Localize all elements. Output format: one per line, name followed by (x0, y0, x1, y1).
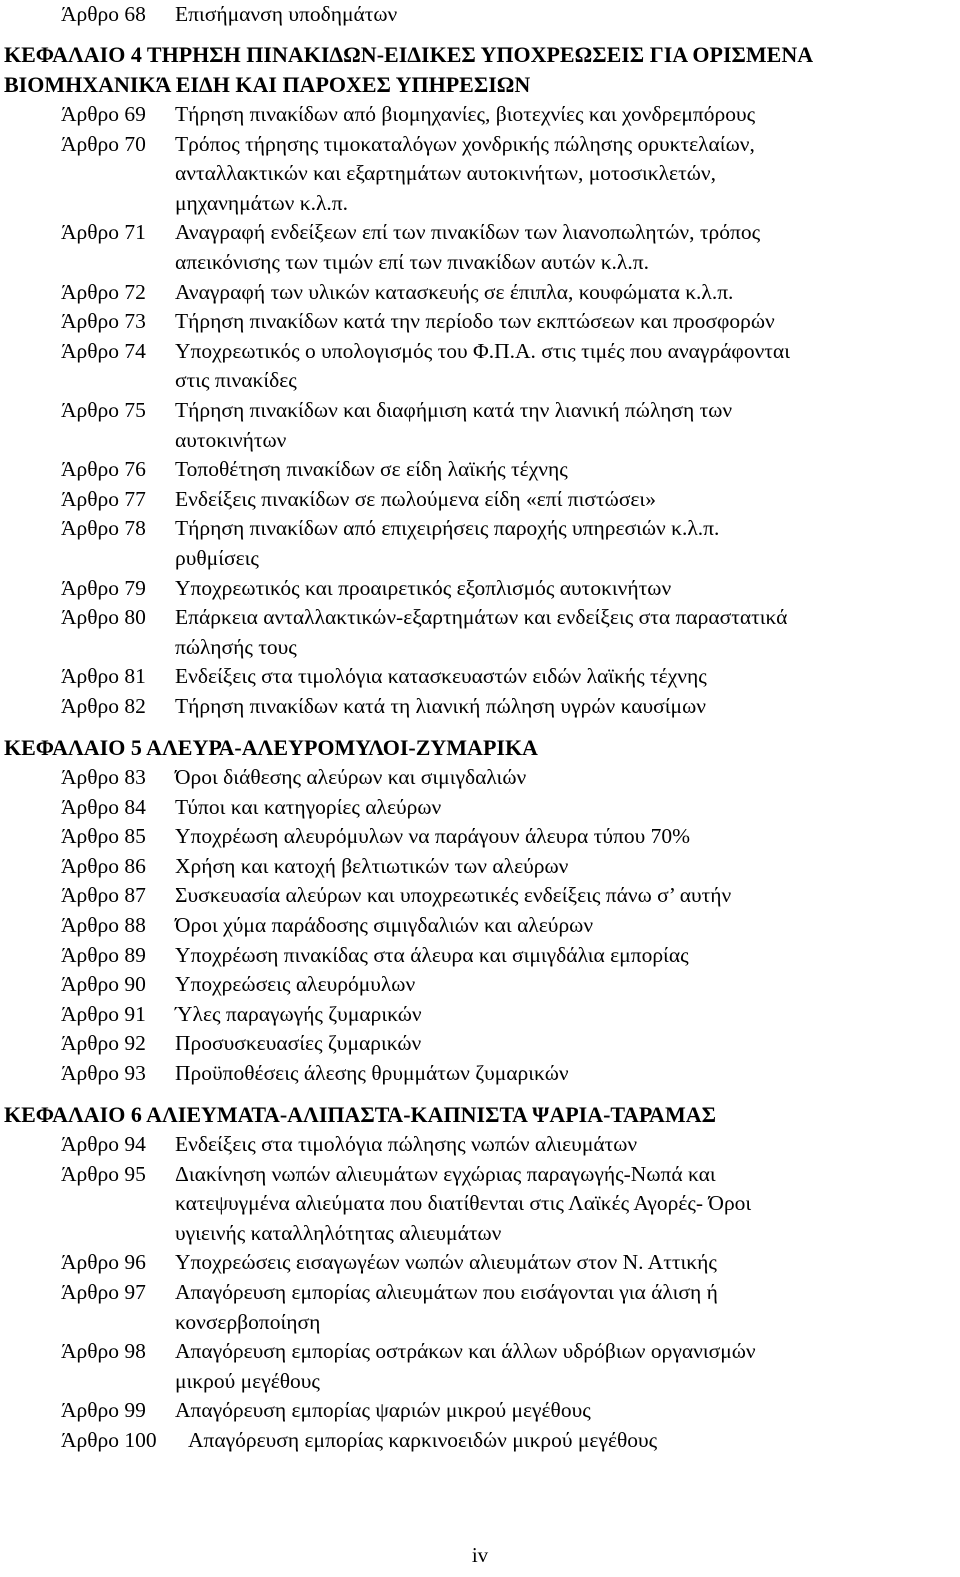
article-entry (0, 941, 960, 971)
article-label: Άρθρο 81 (61, 664, 146, 689)
article-entry (0, 100, 960, 130)
article-label: Άρθρο 73 (61, 309, 146, 334)
article-title-cont: κονσερβοποίηση (175, 1309, 321, 1334)
article-label: Άρθρο 83 (61, 765, 146, 789)
article-entry (0, 1160, 960, 1249)
article-title: Τήρηση πινακίδων από βιομηχανίες, βιοτεχνίες και χονδρεμπόρους (175, 102, 756, 126)
article-title: Διακίνηση νωπών αλιευμάτων εγχώριας παραγωγής-Νωπά και (175, 1161, 716, 1186)
article-entry (0, 881, 960, 911)
article-title: Υποχρεώσεις αλευρόμυλων (175, 972, 416, 997)
article-title: Τήρηση πινακίδων και διαφήμιση κατά την λιανική πώληση των (175, 397, 733, 422)
article-entry (0, 822, 960, 852)
article-title: Τήρηση πινακίδων κατά την περίοδο των εκπτώσεων και προσφορών (175, 309, 775, 334)
article-list (0, 100, 960, 721)
article-entry (0, 130, 960, 219)
article-title: Απαγόρευση εμπορίας οστράκων και άλλων υδρόβιων οργανισμών (175, 1339, 756, 1364)
article-label: Άρθρο 89 (61, 942, 146, 967)
article-entry (0, 307, 960, 337)
chapter-5 (0, 733, 960, 1089)
article-label: Άρθρο 80 (61, 605, 146, 630)
article-title: Τοποθέτηση πινακίδων σε είδη λαϊκής τέχνης (175, 457, 568, 482)
article-title: Ενδείξεις στα τιμολόγια κατασκευαστών ειδών λαϊκής τέχνης (175, 664, 707, 689)
article-title: Συσκευασία αλεύρων και υποχρεωτικές ενδείξεις πάνω σ’ αυτήν (175, 883, 732, 908)
article-label: Άρθρο 79 (61, 575, 146, 600)
article-title: Αναγραφή των υλικών κατασκευής σε έπιπλα, κουφώματα κ.λ.π. (175, 279, 734, 304)
article-entry (0, 455, 960, 485)
article-entry (0, 396, 960, 455)
article-entry (0, 1000, 960, 1030)
article-label: Άρθρο 95 (61, 1161, 146, 1186)
article-title: Τρόπος τήρησης τιμοκαταλόγων χονδρικής πώλησης ορυκτελαίων, (175, 131, 755, 156)
article-entry (0, 603, 960, 662)
article-label: Άρθρο 70 (61, 131, 146, 156)
article-entry (0, 337, 960, 396)
chapter-heading: ΚΕΦΑΛΑΙΟ 6 ΑΛΙΕΥΜΑΤΑ-ΑΛΙΠΑΣΤΑ-ΚΑΠΝΙΣΤΑ ΨΑΡΙΑ-ΤΑΡΑΜΑΣ (4, 1102, 716, 1127)
article-label: Άρθρο 84 (61, 794, 146, 819)
article-title: Απαγόρευση εμπορίας ψαριών μικρού μεγέθους (175, 1398, 591, 1423)
page-number: iv (471, 1543, 489, 1567)
article-title: Τύποι και κατηγορίες αλεύρων (175, 794, 442, 819)
article-title: Τήρηση πινακίδων κατά τη λιανική πώληση υγρών καυσίμων (175, 693, 706, 718)
article-title-cont: ρυθμίσεις (175, 545, 259, 570)
article-label: Άρθρο 100 (61, 1427, 157, 1452)
article-entry (0, 1337, 960, 1396)
article-entry (0, 1426, 960, 1456)
article-entry (0, 1130, 960, 1160)
article-title: Απαγόρευση εμπορίας αλιευμάτων που εισάγονται για άλιση ή (175, 1279, 718, 1304)
article-entry (0, 1396, 960, 1426)
article-label: Άρθρο 90 (61, 972, 146, 997)
article-label: Άρθρο 68 (61, 2, 146, 26)
article-list (0, 763, 960, 1089)
article-entry (0, 1248, 960, 1278)
article-label: Άρθρο 92 (61, 1031, 146, 1056)
article-label: Άρθρο 94 (61, 1132, 146, 1156)
article-title: Υποχρεωτικός ο υπολογισμός του Φ.Π.Α. στις τιμές που αναγράφονται (175, 338, 790, 363)
chapter-6 (0, 1100, 960, 1456)
article-label: Άρθρο 87 (61, 883, 146, 908)
article-label: Άρθρο 93 (61, 1060, 146, 1085)
article-title: Όροι διάθεσης αλεύρων και σιμιγδαλιών (175, 765, 527, 789)
article-entry (0, 1029, 960, 1059)
article-title-cont: απεικόνισης των τιμών επί των πινακίδων αυτών κ.λ.π. (175, 249, 649, 274)
chapter-heading: ΚΕΦΑΛΑΙΟ 4 ΤΗΡΗΣΗ ΠΙΝΑΚΙΔΩΝ-ΕΙΔΙΚΕΣ ΥΠΟΧΡΕΩΣΕΙΣ ΓΙΑ ΟΡΙΣΜΕΝΑ (4, 42, 814, 67)
article-list (0, 1130, 960, 1456)
article-title: Υποχρεωτικός και προαιρετικός εξοπλισμός αυτοκινήτων (175, 575, 672, 600)
article-entry (0, 852, 960, 882)
article-label: Άρθρο 97 (61, 1279, 146, 1304)
article-label: Άρθρο 69 (61, 102, 146, 126)
article-label: Άρθρο 74 (61, 338, 146, 363)
article-label: Άρθρο 85 (61, 824, 146, 849)
article-title: Υποχρέωση αλευρόμυλων να παράγουν άλευρα τύπου 70% (175, 824, 690, 849)
article-label: Άρθρο 96 (61, 1250, 146, 1275)
article-label: Άρθρο 76 (61, 457, 146, 482)
article-title: Τήρηση πινακίδων από επιχειρήσεις παροχής υπηρεσιών κ.λ.π. (175, 516, 720, 541)
article-entry (0, 514, 960, 573)
article-title: Προϋποθέσεις άλεσης θρυμμάτων ζυμαρικών (175, 1060, 569, 1085)
article-title-cont: στις πινακίδες (175, 368, 297, 393)
article-title: Επισήμανση υποδημάτων (175, 2, 398, 26)
article-label: Άρθρο 71 (61, 220, 146, 245)
article-entry (0, 1059, 960, 1089)
article-entry (0, 278, 960, 308)
article-entry (0, 0, 960, 30)
article-title: Ενδείξεις πινακίδων σε πωλούμενα είδη «επί πιστώσει» (175, 486, 656, 511)
chapter-heading-cont: ΒΙΟΜΗΧΑΝΙΚΆ ΕΙΔΗ ΚΑΙ ΠΑΡΟΧΕΣ ΥΠΗΡΕΣΙΩΝ (4, 72, 531, 97)
article-label: Άρθρο 99 (61, 1398, 146, 1423)
chapter-4 (0, 40, 960, 721)
article-title: Προσυσκευασίες ζυμαρικών (175, 1031, 422, 1056)
article-title-cont: υγιεινής καταλληλότητας αλιευμάτων (175, 1220, 502, 1245)
chapter-heading: ΚΕΦΑΛΑΙΟ 5 ΑΛΕΥΡΑ-ΑΛΕΥΡΟΜΥΛΟΙ-ΖΥΜΑΡΙΚΑ (4, 735, 538, 760)
article-title: Υποχρεώσεις εισαγωγέων νωπών αλιευμάτων στον Ν. Αττικής (175, 1250, 717, 1275)
article-entry (0, 1278, 960, 1337)
article-label: Άρθρο 77 (61, 486, 146, 511)
article-title: Απαγόρευση εμπορίας καρκινοειδών μικρού μεγέθους (188, 1427, 658, 1452)
article-entry (0, 692, 960, 722)
article-title: Αναγραφή ενδείξεων επί των πινακίδων των λιανοπωλητών, τρόπος (175, 220, 761, 245)
article-entry (0, 485, 960, 515)
article-title-cont: μικρού μεγέθους (175, 1368, 320, 1393)
article-label: Άρθρο 98 (61, 1339, 146, 1364)
article-block-top (0, 0, 960, 30)
article-entry (0, 574, 960, 604)
article-entry (0, 218, 960, 277)
article-title: Όροι χύμα παράδοσης σιμιγδαλιών και αλεύρων (175, 912, 594, 937)
article-title-cont: μηχανημάτων κ.λ.π. (175, 190, 348, 215)
article-title-cont: κατεψυγμένα αλιεύματα που διατίθενται στις Λαϊκές Αγορές- Όροι (175, 1191, 752, 1216)
article-entry (0, 763, 960, 793)
article-title: Υποχρέωση πινακίδας στα άλευρα και σιμιγδάλια εμπορίας (175, 942, 689, 967)
article-title: Επάρκεια ανταλλακτικών-εξαρτημάτων και ενδείξεις στα παραστατικά (175, 605, 788, 630)
article-label: Άρθρο 72 (61, 279, 146, 304)
article-title: Χρήση και κατοχή βελτιωτικών των αλεύρων (175, 853, 569, 878)
article-entry (0, 911, 960, 941)
article-entry (0, 662, 960, 692)
article-label: Άρθρο 78 (61, 516, 146, 541)
article-title: Ύλες παραγωγής ζυμαρικών (175, 1001, 422, 1026)
article-title: Ενδείξεις στα τιμολόγια πώλησης νωπών αλιευμάτων (175, 1132, 638, 1156)
article-title-cont: αυτοκινήτων (175, 427, 287, 452)
article-label: Άρθρο 75 (61, 397, 146, 422)
article-label: Άρθρο 82 (61, 693, 146, 718)
article-entry (0, 970, 960, 1000)
article-label: Άρθρο 91 (61, 1001, 146, 1026)
article-label: Άρθρο 88 (61, 912, 146, 937)
article-title-cont: ανταλλακτικών και εξαρτημάτων αυτοκινήτων, μοτοσικλετών, (175, 161, 716, 186)
article-title-cont: πώλησής τους (175, 634, 297, 659)
article-label: Άρθρο 86 (61, 853, 146, 878)
article-entry (0, 793, 960, 823)
